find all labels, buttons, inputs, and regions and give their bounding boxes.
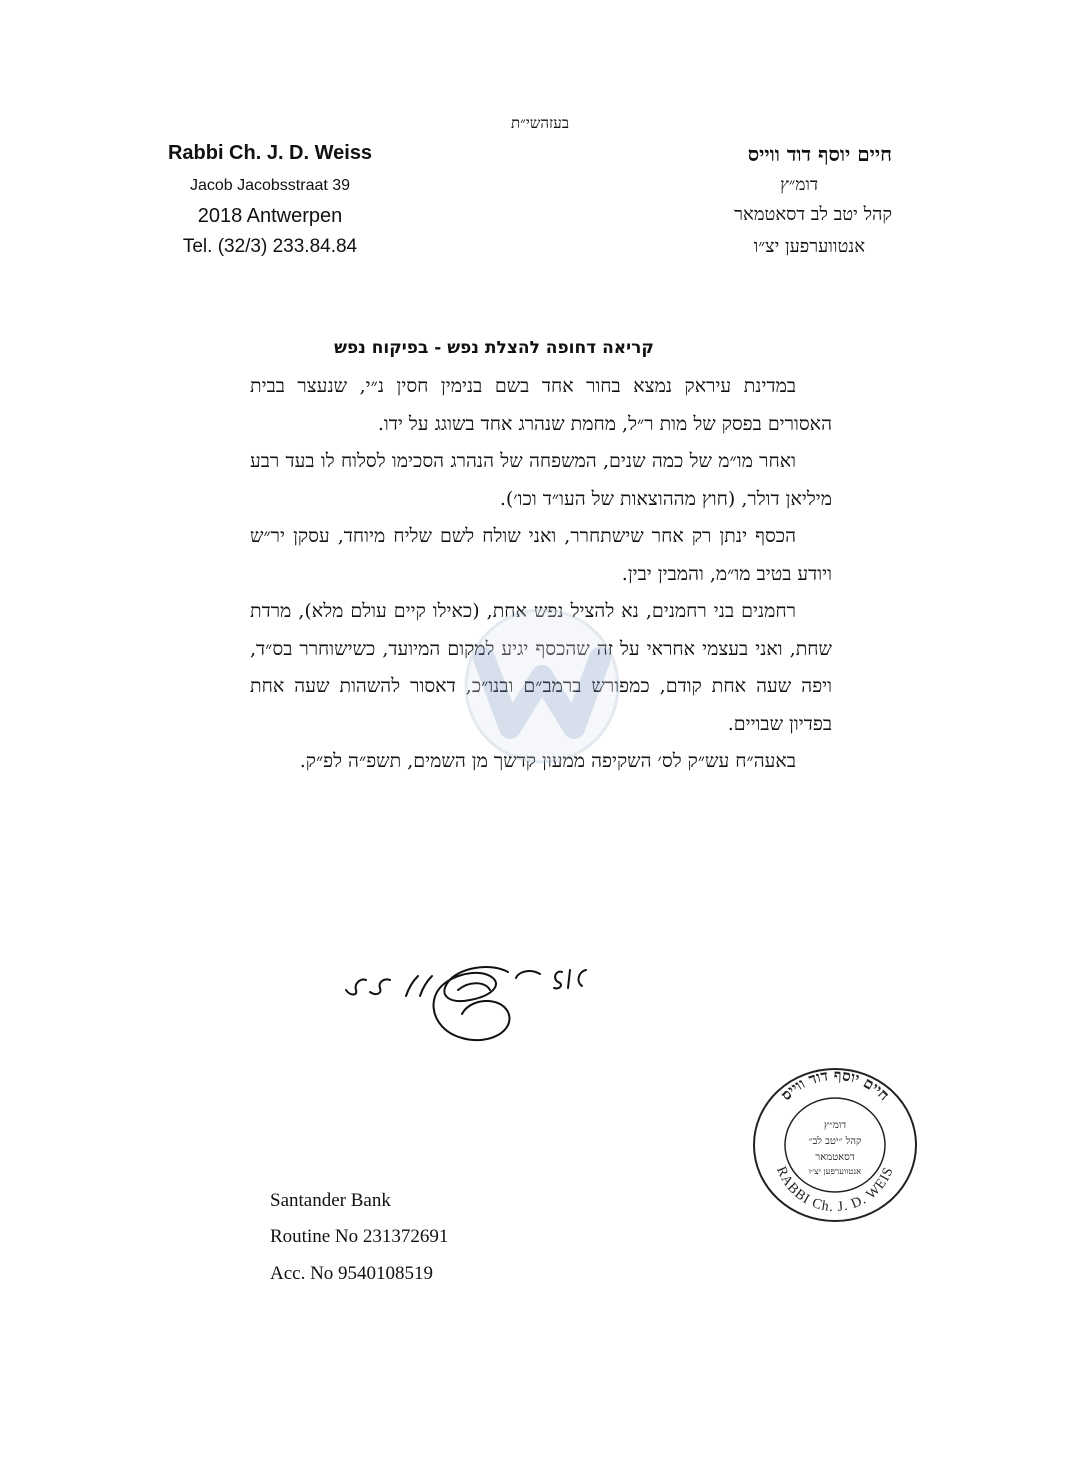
letter-body <box>250 368 832 781</box>
paragraph: במדינת עיראק נמצא בחור אחד בשם בנימין חסין נ״י, שנעצר בבית האסורים בפסק של מות ר״ל, מחמת שנהרג אחד בשוגג על ידו. <box>250 375 832 435</box>
letterhead-street: Jacob Jacobsstraat 39 <box>189 177 351 194</box>
bank-routine-number: Routine No 231372691 <box>270 1226 449 1247</box>
stamp-line: דסאטמאר <box>815 1152 855 1163</box>
stamp-line: קהל ״יטב לב״ <box>808 1136 862 1147</box>
letterhead-hebrew-title: דומ״ץ <box>780 175 818 195</box>
letterhead-hebrew-city: אנטווערפען יצ״ו <box>753 236 865 257</box>
bsd-header: בעזהשי״ת <box>511 114 569 132</box>
stamp-ring-hebrew: חיים יוסף דוד ווייס <box>776 1066 893 1105</box>
bank-name: Santander Bank <box>270 1190 391 1211</box>
stamp-ring-english: RABBI Ch. J. D. WEIS <box>773 1164 897 1215</box>
paragraph: באעה״ח עש״ק לס׳ השקיפה ממעון קדשך מן השמים, תשפ״ה לפ״ק. <box>299 750 796 772</box>
letterhead-english-name: Rabbi Ch. J. D. Weiss <box>167 142 373 164</box>
letterhead-city: 2018 Antwerpen <box>197 205 343 227</box>
letterhead-hebrew-name: חיים יוסף דוד ווייס <box>747 142 892 166</box>
letter-heading: קריאה דחופה להצלת נפש - בפיקוח נפש <box>334 338 654 358</box>
stamp-line: דומ״ץ <box>823 1120 847 1131</box>
paragraph: ואחר מו״מ של כמה שנים, המשפחה של הנהרג הסכימו לסלוח לו בעד רבע מיליאן דולר, (חוץ מההוצאות של העו״ד וכו׳). <box>250 450 832 510</box>
stamp-line: אנטווערפען יצ״ו <box>808 1167 862 1177</box>
official-stamp <box>752 1066 918 1224</box>
handwritten-signature <box>340 960 600 1060</box>
bank-account-number: Acc. No 9540108519 <box>270 1263 434 1284</box>
letterhead-hebrew-congregation: קהל יטב לב דסאטמאר <box>734 204 892 225</box>
paragraph: הכסף ינתן רק אחר שישתחרר, ואני שולח לשם שליח מיוחד, עסקן יר״ש ויודע בטיב מו״מ, והמבין יבין. <box>250 525 832 585</box>
paragraph: רחמנים בני רחמנים, נא להציל נפש אחת, (כאילו קיים עולם מלא), מרדת שחת, ואני בעצמי אחראי על זה שהכסף יגיע למקום המיועד, כשישוחרר בס״ד, ויפה שעה אחת קודם, כמפורש ברמב״ם ובנו״כ, דאסור להשהות שעה אחת בפדיון שבויים. <box>250 600 832 735</box>
letterhead-phone: Tel. (32/3) 233.84.84 <box>182 236 358 257</box>
